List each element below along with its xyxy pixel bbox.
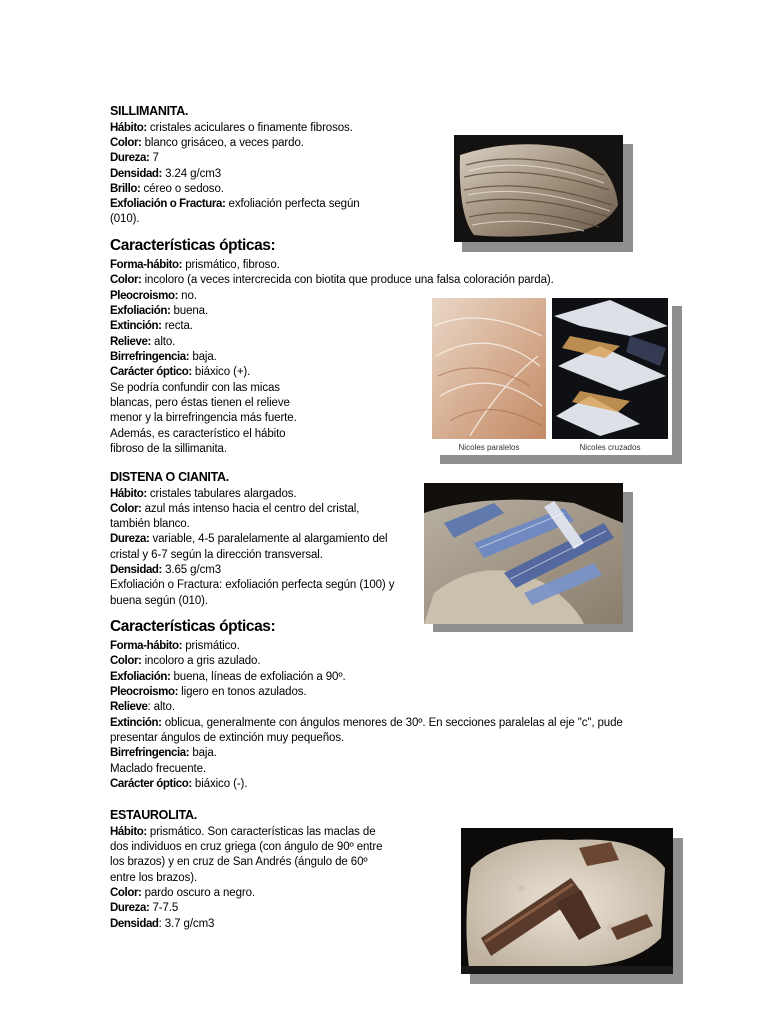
distena-dureza-cont: cristal y 6-7 según la dirección transversal. <box>110 549 323 561</box>
sillimanita-note-3: menor y la birrefringencia más fuerte. <box>110 412 297 424</box>
distena-exfoliacion-cont: buena según (010). <box>110 595 208 607</box>
sillimanita-pleocroismo: Pleocroismo: no. <box>110 290 197 302</box>
cianita-specimen-photo <box>424 483 623 624</box>
sillimanita-optic-color: Color: incoloro (a veces intercrecida con biotita que produce una falsa coloración parda). <box>110 274 554 286</box>
distena-extincion: Extinción: oblicua, generalmente con ángulos menores de 30º. En secciones paralelas al eje "c", pude <box>110 717 623 729</box>
estaurolita-habito-cont-2: los brazos) y en cruz de San Andrés (ángulo de 60º <box>110 856 368 868</box>
distena-forma: Forma-hábito: prismático. <box>110 640 240 652</box>
caption-nicoles-paralelos: Nicoles paralelos <box>458 443 520 452</box>
distena-optics-title: Características ópticas: <box>110 618 276 635</box>
distena-maclado: Maclado frecuente. <box>110 763 207 775</box>
sillimanita-note-5: fibroso de la sillimanita. <box>110 443 227 455</box>
distena-optic-color: Color: incoloro a gris azulado. <box>110 655 261 667</box>
distena-habito: Hábito: cristales tabulares alargados. <box>110 488 297 500</box>
sillimanita-extincion: Extinción: recta. <box>110 320 193 332</box>
estaurolita-color: Color: pardo oscuro a negro. <box>110 887 255 899</box>
sillimanita-note-2: blancas, pero éstas tienen el relieve <box>110 397 290 409</box>
sillimanita-note-4: Además, es característico el hábito <box>110 428 286 440</box>
sillimanita-note-1: Se podría confundir con las micas <box>110 382 280 394</box>
distena-color: Color: azul más intenso hacia el centro del cristal, <box>110 503 360 515</box>
distena-birrefringencia: Birrefringencia: baja. <box>110 747 217 759</box>
distena-caracter: Carácter óptico: biáxico (-). <box>110 778 248 790</box>
sillimanita-title: SILLIMANITA. <box>110 104 189 118</box>
distena-densidad: Densidad: 3.65 g/cm3 <box>110 564 221 576</box>
caption-nicoles-cruzados: Nicoles cruzados <box>579 443 641 452</box>
distena-exfoliacion: Exfoliación o Fractura: exfoliación perfecta según (100) y <box>110 579 395 591</box>
sillimanita-relieve: Relieve: alto. <box>110 336 176 348</box>
sillimanita-forma: Forma-hábito: prismático, fibroso. <box>110 259 280 271</box>
estaurolita-habito: Hábito: prismático. Son características las maclas de <box>110 826 376 838</box>
distena-extincion-cont: presentar ángulos de extinción muy pequeños. <box>110 732 345 744</box>
estaurolita-dureza: Dureza: 7-7.5 <box>110 902 179 914</box>
estaurolita-specimen-photo <box>461 828 673 974</box>
sillimanita-densidad: Densidad: 3.24 g/cm3 <box>110 168 221 180</box>
distena-optic-exfoliacion: Exfoliación: buena, líneas de exfoliación a 90º. <box>110 671 346 683</box>
sillimanita-exfoliacion-cont: (010). <box>110 213 140 225</box>
estaurolita-habito-cont-1: dos individuos en cruz griega (con ángulo de 90º entre <box>110 841 383 853</box>
sillimanita-exfoliacion: Exfoliación o Fractura: exfoliación perfecta según <box>110 198 360 210</box>
sillimanita-micrographs <box>430 296 672 455</box>
distena-color-cont: también blanco. <box>110 518 190 530</box>
estaurolita-title: ESTAUROLITA. <box>110 808 197 822</box>
estaurolita-densidad: Densidad: 3.7 g/cm3 <box>110 918 215 930</box>
sillimanita-caracter: Carácter óptico: biáxico (+). <box>110 366 251 378</box>
distena-title: DISTENA O CIANITA. <box>110 470 229 484</box>
sillimanita-habito: Hábito: cristales aciculares o finamente fibrosos. <box>110 122 353 134</box>
sillimanita-color: Color: blanco grisáceo, a veces pardo. <box>110 137 304 149</box>
sillimanita-optics-title: Características ópticas: <box>110 237 276 254</box>
sillimanita-brillo: Brillo: céreo o sedoso. <box>110 183 224 195</box>
sillimanita-birrefringencia: Birrefringencia: baja. <box>110 351 217 363</box>
distena-dureza: Dureza: variable, 4-5 paralelamente al alargamiento del <box>110 533 388 545</box>
sillimanita-optic-exfoliacion: Exfoliación: buena. <box>110 305 209 317</box>
estaurolita-habito-cont-3: entre los brazos). <box>110 872 198 884</box>
distena-relieve: Relieve: alto. <box>110 701 175 713</box>
sillimanita-dureza: Dureza: 7 <box>110 152 159 164</box>
distena-pleocroismo: Pleocroismo: ligero en tonos azulados. <box>110 686 307 698</box>
sillimanita-specimen-photo <box>454 135 623 242</box>
